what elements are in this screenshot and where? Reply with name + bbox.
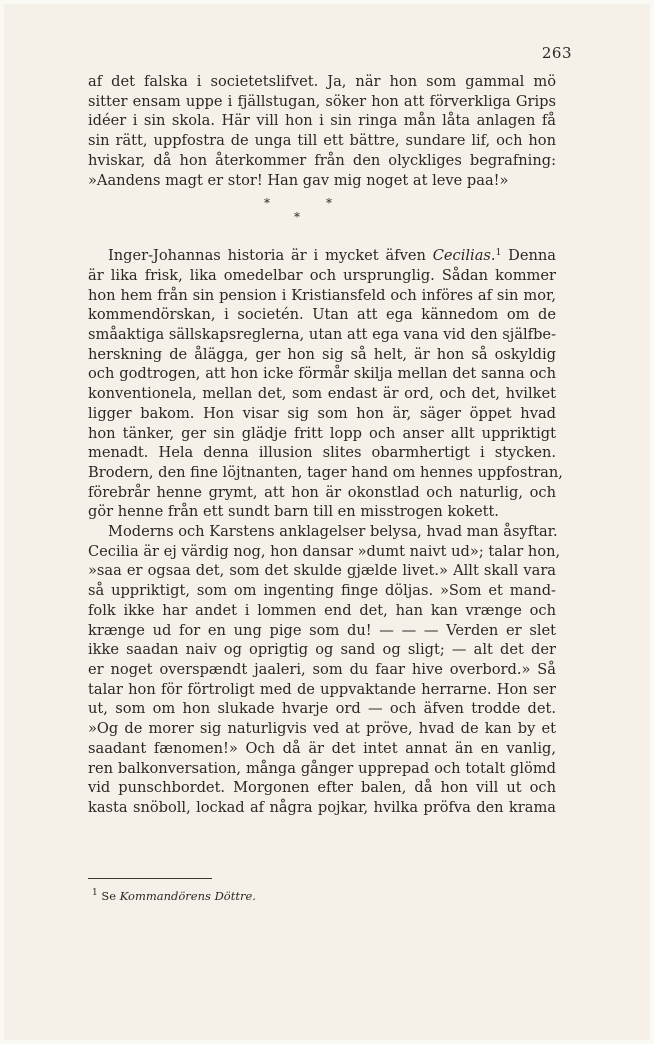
text-line: hviskar, då hon återkommer från den olyckliges begrafning:	[88, 151, 556, 169]
footnote-marker: 1	[92, 888, 98, 898]
text-line: ut, som om hon slukade hvarje ord — och äfven trodde det.	[88, 700, 556, 718]
text-line	[88, 244, 556, 266]
footnote-ref: 1	[495, 248, 502, 259]
text-line: kommendörskan, i societén. Utan att ega kännedom om de	[88, 306, 556, 324]
text-line: folk ikke har andet i lommen end det, han kan vrænge och	[88, 601, 556, 619]
body-text	[88, 72, 563, 818]
text-line: ligger bakom. Hon visar sig som hon är, säger öppet hvad	[88, 404, 556, 422]
footnote-prefix: Se	[97, 889, 120, 903]
text-line: Cecilia är ej värdig nog, hon dansar »dumt naivt ud»; talar hon,	[88, 542, 561, 560]
text-line: menadt. Hela denna illusion slites obarmhertigt i stycken.	[88, 444, 556, 462]
text-line: gör henne från ett sundt barn till en misstrogen kokett.	[88, 503, 499, 521]
work-title: Cecilias.	[432, 247, 496, 265]
text-line: ikke saadan naiv og oprigtig og sand og sligt; — alt det der	[88, 641, 556, 659]
asterism: *	[294, 210, 300, 225]
footnote	[92, 888, 256, 903]
text-line: ren balkonversation, många gånger upprepad och totalt glömd	[88, 759, 556, 777]
text-line: er noget overspændt jaaleri, som du faar hive overbord.» Så	[88, 660, 556, 678]
text-line: förebrår henne grymt, att hon är okonstlad och naturlig, och	[88, 483, 556, 501]
text-line: sitter ensam uppe i fjällstugan, söker hon att förverkliga Grips	[88, 92, 556, 110]
text-line: hon hem från sin pension i Kristiansfeld och införes af sin mor,	[88, 286, 556, 304]
text-line: och godtrogen, att hon icke förmår skilja mellan det sanna och	[88, 365, 556, 383]
text-line: idéer i sin skola. Här vill hon i sin ringa mån låta anlagen få	[88, 112, 556, 130]
text-line: saadant fænomen!» Och då är det intet annat än en vanlig,	[88, 739, 556, 757]
text-line: talar hon för förtroligt med de uppvaktande herrarne. Hon ser	[88, 680, 556, 698]
text-line: kasta snöboll, lockad af några pojkar, hvilka pröfva den krama	[88, 798, 556, 816]
page-number: 263	[541, 44, 572, 62]
footnote-title: Kommandörens Döttre.	[119, 889, 256, 903]
text-line: så uppriktigt, som om ingenting finge döljas. »Som et mand-	[88, 582, 556, 600]
paragraph-1	[88, 72, 556, 190]
text-line: krænge ud for en ung pige som du! — — — Verden er slet	[88, 621, 556, 639]
text-line: »Aandens magt er stor! Han gav mig noget at leve paa!»	[88, 171, 509, 189]
text-line: sin rätt, uppfostra de unga till ett bättre, sundare lif, och hon	[88, 132, 556, 150]
asterism: *	[326, 196, 332, 211]
text-run: Denna	[501, 247, 556, 265]
text-line: konventionela, mellan det, som endast är ord, och det, hvilket	[88, 385, 556, 403]
text-line: »Og de morer sig naturligvis ved at pröve, hvad de kan by et	[88, 720, 556, 738]
text-line: Brodern, den fine löjtnanten, tager hand om hennes uppfostran,	[88, 463, 563, 481]
paragraph-3	[88, 522, 561, 818]
paragraph-2	[88, 244, 563, 522]
text-line: småaktiga sällskapsreglerna, utan att ega vana vid den själfbe-	[88, 326, 556, 344]
text-line: vid punschbordet. Morgonen efter balen, då hon vill ut och	[88, 779, 556, 797]
text-line: hon tänker, ger sin glädje fritt lopp och anser allt uppriktigt	[88, 424, 556, 442]
footnote-rule	[88, 878, 212, 879]
section-break-asterisms	[88, 192, 556, 232]
text-line: »saa er ogsaa det, som det skulde gjælde livet.» Allt skall vara	[88, 562, 556, 580]
text-line: Moderns och Karstens anklagelser belysa, hvad man åsyftar.	[108, 523, 558, 541]
text-line: af det falska i societetslifvet. Ja, när hon som gammal mö	[88, 73, 556, 90]
text-line: herskning de ålägga, ger hon sig så helt, är hon så oskyldig	[88, 345, 556, 363]
text-run: Inger-Johannas historia är i mycket äfven	[108, 247, 433, 265]
text-line: är lika frisk, lika omedelbar och ursprunglig. Sådan kommer	[88, 266, 556, 284]
asterism: *	[264, 196, 270, 211]
